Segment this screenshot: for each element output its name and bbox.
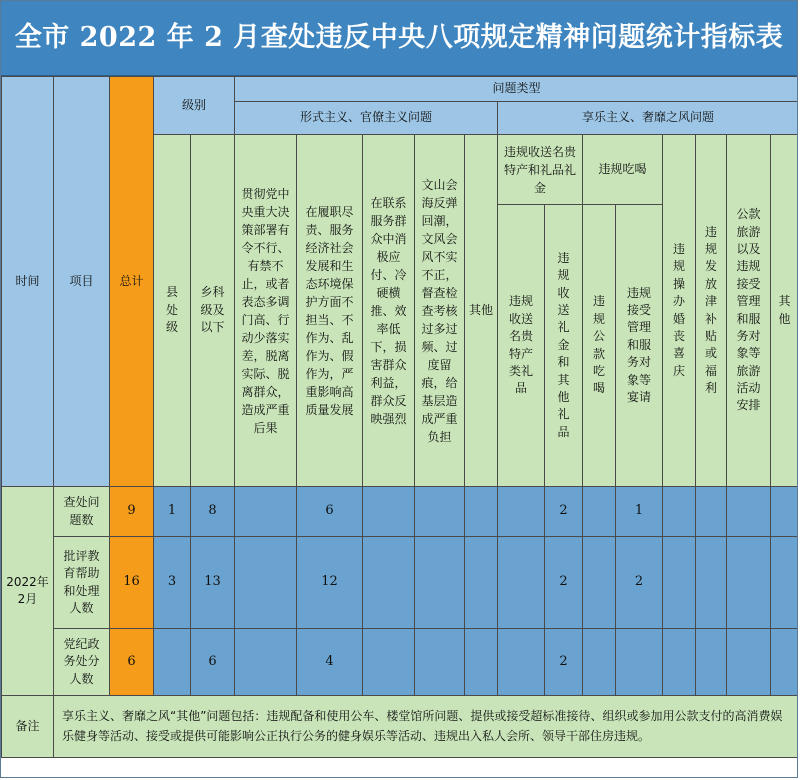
header-travel: 公款旅游以及违规接受管理和服务对象等旅游活动安排 [727,135,771,487]
row-town-value: 6 [191,629,235,696]
row-town-value: 13 [191,537,235,629]
header-gift-1: 违规收送名贵特产类礼品 [498,205,545,487]
header-wedding: 违规操办婚丧喜庆 [663,135,696,487]
row-formalism-2-value: 4 [297,629,363,696]
page-title: 全市 2022 年 2 月查处违反中央八项规定精神问题统计指标表 [1,1,797,76]
header-meal-group: 违规吃喝 [583,135,663,205]
row-gift-2-value: 2 [545,537,583,629]
header-formalism-2: 在履职尽责、服务经济社会发展和生态环境保护方面不担当、不作为、乱作为、假作为，严重影响高质量发展 [297,135,363,487]
header-formalism-1: 贯彻党中央重大决策部署有令不行、有禁不止，或者表态多调门高、行动少落实差，脱离实际、脱离群众，造成严重后果 [235,135,297,487]
row-county-value: 1 [154,487,191,537]
remark-text: 享乐主义、奢靡之风“其他”问题包括：违规配备和使用公车、楼堂馆所问题、提供或接受超标准接待、组织或参加用公款支付的高消费娱乐健身等活动、接受或提供可能影响公正执行公务的健身娱乐等活动、违规出入私人会所、领导干部住房违规。 [54,696,799,758]
header-gift-2: 违规收送礼金和其他礼品 [545,205,583,487]
row-meal-2-value [616,629,663,696]
header-level: 级别 [154,77,235,135]
header-gift-group: 违规收送名贵特产和礼品礼金 [498,135,583,205]
header-hedonism: 享乐主义、奢靡之风问题 [498,102,798,135]
header-level-county: 县处级 [154,135,191,487]
header-meal-1: 违规公款吃喝 [583,205,616,487]
time-cell: 2022年 2月 [2,487,54,696]
header-time: 时间 [2,77,54,487]
header-formalism-3: 在联系服务群众中消极应付、冷硬横推、效率低下，损害群众利益，群众反映强烈 [363,135,415,487]
remark-label: 备注 [2,696,54,758]
header-total: 总计 [110,77,154,487]
row-total-value: 6 [110,629,154,696]
header-formalism-other: 其他 [465,135,498,487]
row-formalism-2-value: 6 [297,487,363,537]
row-item-label: 党纪政务处分人数 [54,629,110,696]
row-total-value: 16 [110,537,154,629]
header-formalism-4: 文山会海反弹回潮，文风会风不实不正，督查检查考核过多过频、过度留痕，给基层造成严重负担 [415,135,465,487]
row-gift-2-value: 2 [545,487,583,537]
header-meal-2: 违规接受管理和服务对象等宴请 [616,205,663,487]
header-formalism: 形式主义、官僚主义问题 [235,102,498,135]
row-gift-2-value: 2 [545,629,583,696]
row-formalism-2-value: 12 [297,537,363,629]
row-meal-2-value: 1 [616,487,663,537]
row-town-value: 8 [191,487,235,537]
row-county-value: 3 [154,537,191,629]
row-item-label: 批评教育帮助和处理人数 [54,537,110,629]
header-subsidy: 违规发放津补贴或福利 [696,135,727,487]
header-level-town: 乡科级及以下 [191,135,235,487]
statistics-table [1,76,798,758]
row-item-label: 查处问题数 [54,487,110,537]
row-county-value [154,629,191,696]
row-total-value: 9 [110,487,154,537]
header-problem-type: 问题类型 [235,77,798,102]
header-item: 项目 [54,77,110,487]
header-hedonism-other: 其他 [771,135,798,487]
row-meal-2-value: 2 [616,537,663,629]
